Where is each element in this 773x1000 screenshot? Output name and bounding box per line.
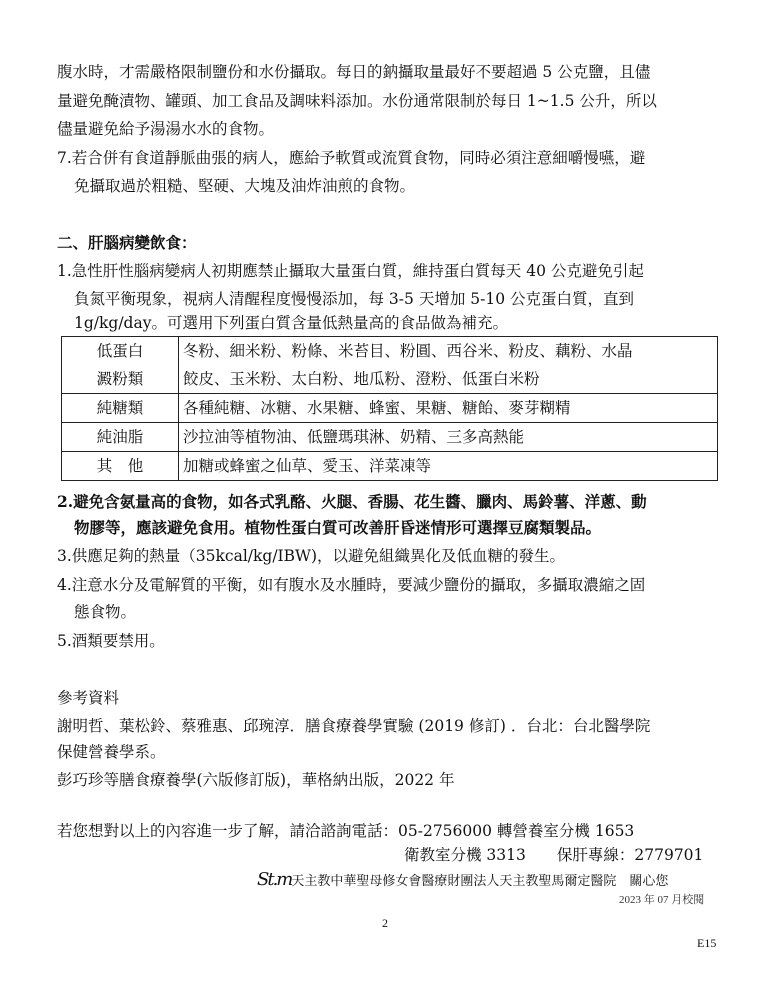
page-number: 2	[382, 916, 388, 930]
list-item-3: 3.供應足夠的熱量（35kcal/kg/IBW)，以避免組織異化及低血糖的發生。	[57, 547, 566, 565]
paragraph-line: 儘量避免給予湯湯水水的食物。	[57, 120, 275, 138]
list-item-1-cont: 1g/kg/day。可選用下列蛋白質含量低熱量高的食品做為補充。	[74, 314, 508, 332]
paragraph-line: 量避免醃漬物、罐頭、加工食品及調味料添加。水份通常限制於每日 1~1.5 公升，所以	[57, 92, 657, 110]
category-label: 低蛋白	[96, 342, 144, 360]
list-item-2-cont: 物膠等，應該避免食用。植物性蛋白質可改善肝昏迷情形可選擇豆腐類製品。	[74, 518, 602, 537]
table-items-cell: 沙拉油等植物油、低鹽瑪琪淋、奶精、三多高熱能	[179, 423, 718, 452]
references-title: 參考資料	[57, 689, 120, 707]
revision-date: 2023 年 07 月校閱	[619, 894, 705, 906]
category-label: 澱粉類	[96, 370, 144, 388]
section-title: 二、肝腦病變飲食：	[57, 233, 197, 252]
list-item-4-cont: 態食物。	[74, 603, 137, 621]
items-text: 餃皮、玉米粉、太白粉、地瓜粉、澄粉、低蛋白米粉	[183, 370, 540, 388]
reference-2: 彭巧珍等膳食療養學(六版修訂版)，華格納出版，2022 年	[57, 771, 455, 789]
list-item-1-cont: 負氮平衡現象，視病人清醒程度慢慢添加，每 3-5 天增加 5-10 公克蛋白質，直到	[74, 290, 634, 308]
table-category-cell	[62, 337, 179, 394]
table-items-cell: 各種純糖、冰糖、水果糖、蜂蜜、果糖、糖飴、麥芽糊精	[179, 394, 718, 423]
food-table	[61, 336, 718, 481]
table-items-cell	[179, 337, 718, 394]
table-row	[62, 337, 718, 394]
document-code: E15	[697, 936, 717, 950]
contact-line: 若您想對以上的內容進一步了解，請洽諮詢電話：05-2756000 轉營養室分機 1653	[57, 822, 635, 840]
contact-extensions: 衛教室分機 3313 保肝專線：2779701	[404, 846, 704, 864]
paragraph-line: 腹水時，才需嚴格限制鹽份和水份攝取。每日的鈉攝取量最好不要超過 5 公克鹽，且儘	[57, 63, 651, 81]
reference-1: 謝明哲、葉松鈴、蔡雅惠、邱琬淳．膳食療養學實驗 (2019 修訂) ．台北：台北醫學院	[57, 717, 651, 735]
table-category-cell: 純糖類	[62, 394, 179, 423]
table-items-cell: 加糖或蜂蜜之仙草、愛玉、洋菜凍等	[179, 452, 718, 481]
hospital-footer	[257, 870, 668, 892]
list-item-5: 5.酒類要禁用。	[57, 632, 165, 650]
table-category-cell: 其 他	[62, 452, 179, 481]
hospital-logo: St.m	[257, 869, 292, 890]
list-item-1: 1.急性肝性腦病變病人初期應禁止攝取大量蛋白質，維持蛋白質每天 40 公克避免引起	[57, 262, 644, 280]
table-row	[62, 423, 718, 452]
reference-1-cont: 保健營養學系。	[57, 743, 166, 761]
table-row	[62, 394, 718, 423]
table-category-cell: 純油脂	[62, 423, 179, 452]
hospital-name: 天主教中華聖母修女會醫療財團法人天主教聖馬爾定醫院 關心您	[291, 874, 669, 889]
list-item-4: 4.注意水分及電解質的平衡，如有腹水及水腫時，要減少鹽份的攝取，多攝取濃縮之固	[57, 576, 646, 594]
items-text: 冬粉、細米粉、粉條、米苔目、粉圓、西谷米、粉皮、藕粉、水晶	[183, 342, 633, 360]
table-row	[62, 452, 718, 481]
list-item-2: 2.避免含氨量高的食物，如各式乳酪、火腿、香腸、花生醬、臘肉、馬鈴薯、洋蔥、動	[57, 492, 647, 511]
list-item-7-cont: 免攝取過於粗糙、堅硬、大塊及油炸油煎的食物。	[74, 177, 416, 195]
list-item-7: 7.若合併有食道靜脈曲張的病人，應給予軟質或流質食物，同時必須注意細嚼慢嚥，避	[57, 149, 646, 167]
